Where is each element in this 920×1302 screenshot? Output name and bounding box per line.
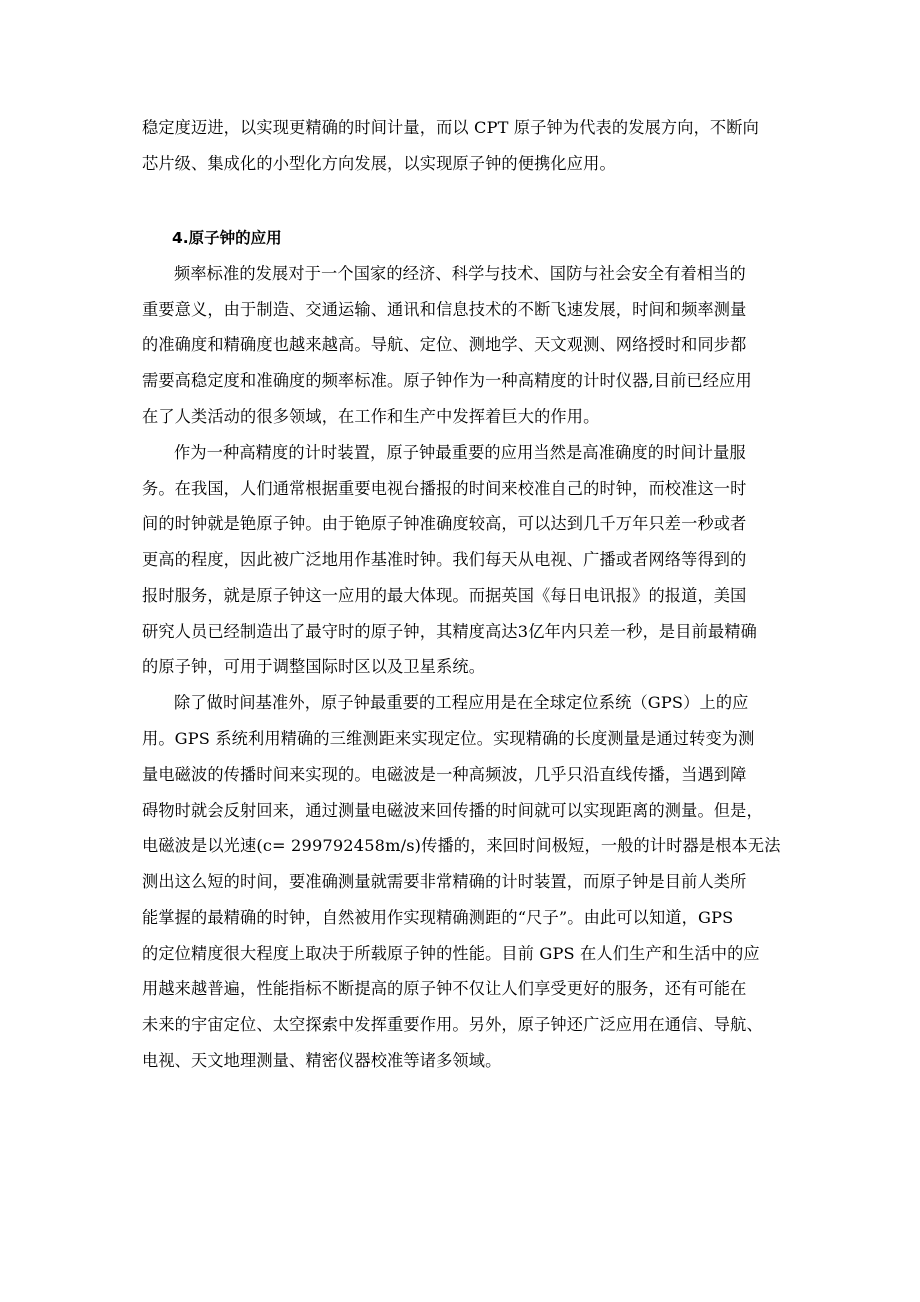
intro-line: 稳定度迈进，以实现更精确的时间计量，而以 CPT 原子钟为代表的发展方向，不断向 [142, 118, 759, 137]
paragraph-line: 的原子钟，可用于调整国际时区以及卫星系统。 [142, 657, 486, 676]
paragraph-line: 务。在我国，人们通常根据重要电视台播报的时间来校准自己的时钟，而校准这一时 [142, 479, 747, 498]
paragraph-line: 的准确度和精确度也越来越高。导航、定位、测地学、天文观测、网络授时和同步都 [142, 335, 747, 354]
paragraph-line: 用越来越普遍，性能指标不断提高的原子钟不仅让人们享受更好的服务，还有可能在 [142, 979, 747, 998]
paragraph-line: 研究人员已经制造出了最守时的原子钟，其精度高达3亿年内只差一秒，是目前最精确 [142, 622, 757, 641]
paragraph-line: 用。GPS 系统利用精确的三维测距来实现定位。实现精确的长度测量是通过转变为测 [142, 729, 755, 748]
paragraph-line: 在了人类活动的很多领域，在工作和生产中发挥着巨大的作用。 [142, 407, 600, 426]
paragraph-line: 更高的程度，因此被广泛地用作基准时钟。我们每天从电视、广播或者网络等得到的 [142, 550, 747, 569]
paragraph-line: 报时服务，就是原子钟这一应用的最大体现。而据英国《每日电讯报》的报道，美国 [142, 586, 747, 605]
intro-line: 芯片级、集成化的小型化方向发展，以实现原子钟的便携化应用。 [142, 154, 616, 173]
section-heading: 4.原子钟的应用 [172, 229, 282, 247]
paragraph-line: 量电磁波的传播时间来实现的。电磁波是一种高频波，几乎只沿直线传播，当遇到障 [142, 765, 747, 784]
paragraph-line: 频率标准的发展对于一个国家的经济、科学与技术、国防与社会安全有着相当的 [174, 264, 746, 283]
paragraph-line: 间的时钟就是铯原子钟。由于铯原子钟准确度较高，可以达到几千万年只差一秒或者 [142, 514, 747, 533]
paragraph-line: 能掌握的最精确的时钟，自然被用作实现精确测距的“尺子”。由此可以知道，GPS [142, 908, 734, 927]
paragraph-line: 电磁波是以光速(c= 299792458m/s)传播的，来回时间极短，一般的计时器是根本无法 [142, 836, 781, 855]
paragraph-line: 需要高稳定度和准确度的频率标准。原子钟作为一种高精度的计时仪器,目前已经应用 [142, 371, 752, 390]
paragraph-line: 电视、天文地理测量、精密仪器校准等诸多领域。 [142, 1051, 502, 1070]
paragraph-line: 重要意义，由于制造、交通运输、通讯和信息技术的不断飞速发展，时间和频率测量 [142, 300, 747, 319]
paragraph-line: 未来的宇宙定位、太空探索中发挥重要作用。另外，原子钟还广泛应用在通信、导航、 [142, 1015, 763, 1034]
paragraph-line: 作为一种高精度的计时装置，原子钟最重要的应用当然是高准确度的时间计量服 [174, 443, 746, 462]
paragraph-line: 碍物时就会反射回来，通过测量电磁波来回传播的时间就可以实现距离的测量。但是， [142, 801, 763, 820]
paragraph-line: 测出这么短的时间，要准确测量就需要非常精确的计时装置，而原子钟是目前人类所 [142, 872, 747, 891]
paragraph-line: 除了做时间基准外，原子钟最重要的工程应用是在全球定位系统（GPS）上的应 [174, 693, 749, 712]
paragraph-line: 的定位精度很大程度上取决于所载原子钟的性能。目前 GPS 在人们生产和生活中的应 [142, 944, 760, 963]
